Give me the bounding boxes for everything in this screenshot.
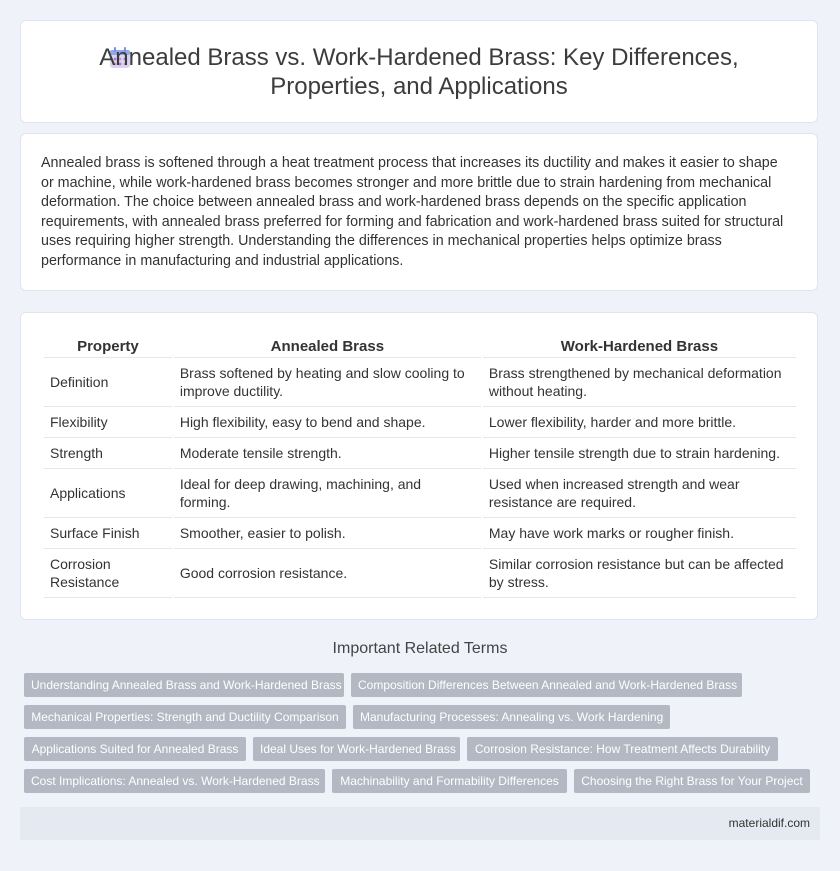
table-cell: Flexibility [44, 407, 172, 438]
intro-paragraph: Annealed brass is softened through a heat treatment process that increases its ductility and makes it easier to shape or machine, while work-hardened brass becomes stronger and more brittle due to strain hardening from mechanical deformation. The choice between annealed brass and work-hardened brass depends on the specific application requirements, with annealed brass preferred for forming and fabrication and work-hardened brass suited for structural uses requiring higher strength. Understanding the differences in mechanical properties helps optimize brass performance in manufacturing and industrial applications. [41, 155, 784, 269]
table-cell: Surface Finish [44, 518, 172, 549]
table-cell: Corrosion Resistance [44, 549, 172, 598]
column-header-work-hardened: Work-Hardened Brass [483, 335, 796, 358]
table-row [44, 469, 796, 518]
header-card [20, 20, 818, 123]
related-term-tag[interactable]: Mechanical Properties: Strength and Ductility Comparison [24, 705, 346, 729]
related-term-tag[interactable]: Applications Suited for Annealed Brass [24, 737, 246, 761]
table-cell: Lower flexibility, harder and more brittle. [483, 407, 796, 438]
table-row [44, 438, 796, 469]
related-term-tag[interactable]: Understanding Annealed Brass and Work-Hardened Brass [24, 673, 344, 697]
related-term-tag[interactable]: Corrosion Resistance: How Treatment Affects Durability [467, 737, 778, 761]
page-title: Annealed Brass vs. Work-Hardened Brass: Key Differences, Properties, and Applications [99, 44, 739, 100]
comparison-table-card [20, 312, 818, 620]
table-cell: Higher tensile strength due to strain hardening. [483, 438, 796, 469]
footer-bar [20, 807, 820, 840]
column-header-property: Property [44, 335, 172, 358]
table-cell: Good corrosion resistance. [174, 549, 481, 598]
comparison-table [42, 335, 798, 598]
table-cell: Applications [44, 469, 172, 518]
table-cell: Definition [44, 358, 172, 407]
table-cell: Brass softened by heating and slow cooling to improve ductility. [174, 358, 481, 407]
table-cell: Brass strengthened by mechanical deformation without heating. [483, 358, 796, 407]
related-term-tag[interactable]: Manufacturing Processes: Annealing vs. Work Hardening [353, 705, 670, 729]
table-cell: Similar corrosion resistance but can be affected by stress. [483, 549, 796, 598]
footer-site-link[interactable]: materialdif.com [728, 816, 810, 830]
table-row [44, 518, 796, 549]
table-cell: High flexibility, easy to bend and shape. [174, 407, 481, 438]
column-header-annealed: Annealed Brass [174, 335, 481, 358]
related-term-tag[interactable]: Machinability and Formability Differences [332, 769, 567, 793]
table-header-row [44, 335, 796, 358]
table-cell: Strength [44, 438, 172, 469]
related-term-tag[interactable]: Composition Differences Between Annealed and Work-Hardened Brass [351, 673, 742, 697]
table-row [44, 407, 796, 438]
table-cell: Smoother, easier to polish. [174, 518, 481, 549]
intro-card [20, 133, 818, 291]
related-term-tag[interactable]: Ideal Uses for Work-Hardened Brass [253, 737, 460, 761]
table-row [44, 549, 796, 598]
table-cell: May have work marks or rougher finish. [483, 518, 796, 549]
table-cell: Moderate tensile strength. [174, 438, 481, 469]
table-cell: Ideal for deep drawing, machining, and forming. [174, 469, 481, 518]
table-cell: Used when increased strength and wear resistance are required. [483, 469, 796, 518]
related-term-tag[interactable]: Choosing the Right Brass for Your Project [574, 769, 810, 793]
table-row [44, 358, 796, 407]
related-terms-heading: Important Related Terms [332, 640, 508, 657]
related-term-tag[interactable]: Cost Implications: Annealed vs. Work-Hardened Brass [24, 769, 325, 793]
